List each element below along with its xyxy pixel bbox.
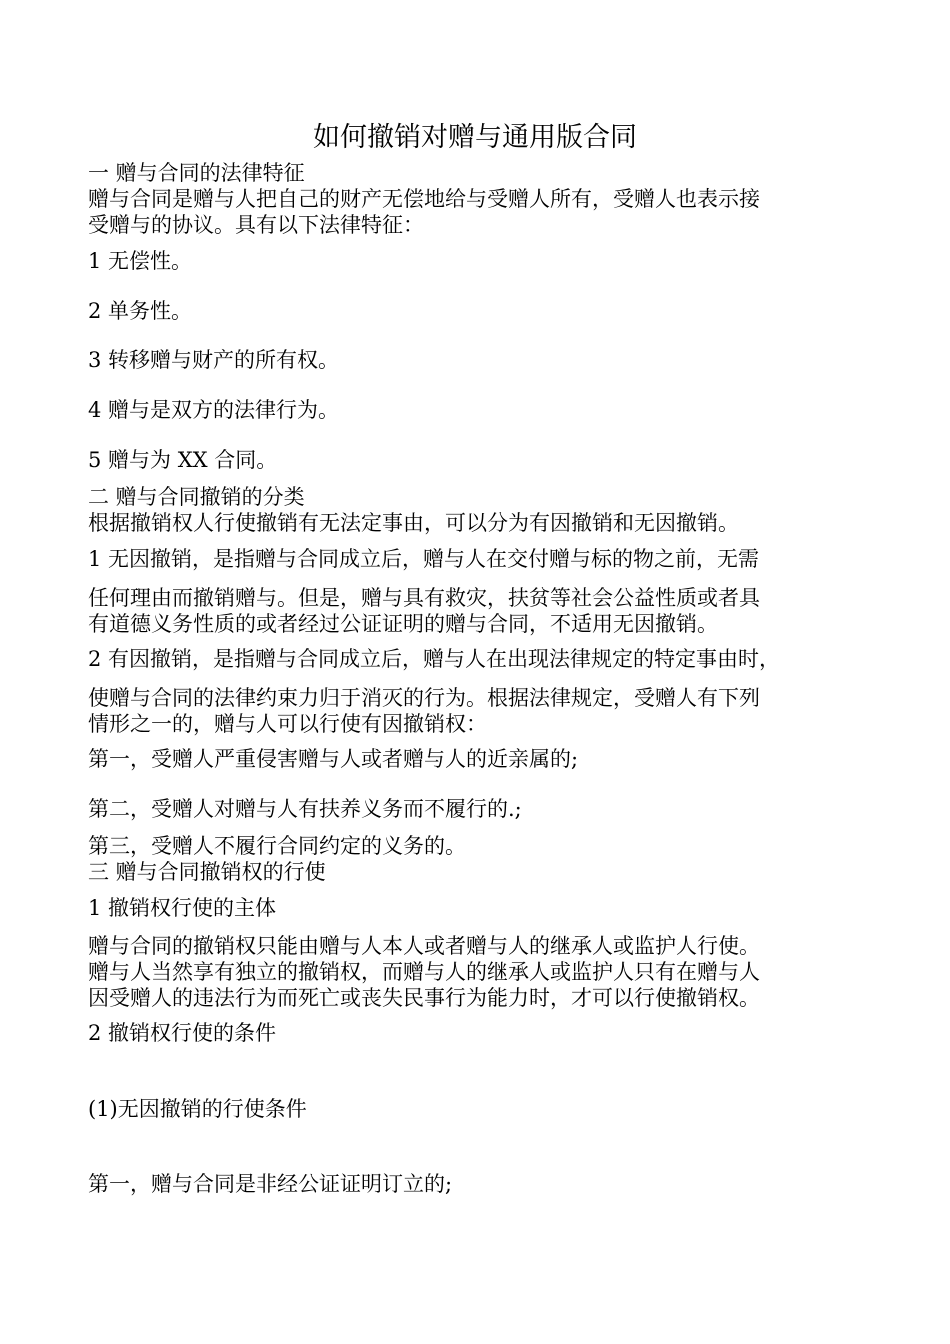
subsection-heading: 1 撤销权行使的主体 [88,896,277,920]
list-item: 第一，受赠人严重侵害赠与人或者赠与人的近亲属的; [88,747,579,771]
paragraph-line: 赠与合同的撤销权只能由赠与人本人或者赠与人的继承人或监护人行使。 [88,934,760,958]
paragraph-line: 受赠与的协议。具有以下法律特征： [88,213,424,237]
list-item: 5 赠与为 XX 合同。 [88,448,278,472]
section-heading: 一 赠与合同的法律特征 [88,161,305,185]
list-item: 4 赠与是双方的法律行为。 [88,398,340,422]
paragraph-line: 使赠与合同的法律约束力归于消灭的行为。根据法律规定，受赠人有下列 [88,686,760,710]
paragraph-line: 赠与人当然享有独立的撤销权，而赠与人的继承人或监护人只有在赠与人 [88,960,760,984]
subsection-heading: (1)无因撤销的行使条件 [88,1097,307,1121]
document-title: 如何撤销对赠与通用版合同 [313,122,637,153]
section-heading: 二 赠与合同撤销的分类 [88,485,305,509]
list-item: 第三，受赠人不履行合同约定的义务的。 [88,834,466,858]
list-item: 2 单务性。 [88,299,193,323]
paragraph-line: 因受赠人的违法行为而死亡或丧失民事行为能力时，才可以行使撤销权。 [88,986,760,1010]
paragraph-line: 赠与合同是赠与人把自己的财产无偿地给与受赠人所有，受赠人也表示接 [88,187,760,211]
list-item: 1 无偿性。 [88,249,193,273]
paragraph-line: 2 有因撤销，是指赠与合同成立后，赠与人在出现法律规定的特定事由时， [88,647,781,671]
list-item: 3 转移赠与财产的所有权。 [88,348,340,372]
paragraph-line: 1 无因撤销，是指赠与合同成立后，赠与人在交付赠与标的物之前，无需 [88,547,760,571]
paragraph-line: 有道德义务性质的或者经过公证证明的赠与合同，不适用无因撤销。 [88,612,718,636]
paragraph-line: 任何理由而撤销赠与。但是，赠与具有救灾，扶贫等社会公益性质或者具 [88,586,760,610]
paragraph-line: 情形之一的，赠与人可以行使有因撤销权： [88,712,487,736]
list-item: 第二，受赠人对赠与人有扶养义务而不履行的.; [88,797,522,821]
section-heading: 三 赠与合同撤销权的行使 [88,860,326,884]
subsection-heading: 2 撤销权行使的条件 [88,1021,277,1045]
list-item: 第一，赠与合同是非经公证证明订立的; [88,1172,453,1196]
paragraph-line: 根据撤销权人行使撤销有无法定事由，可以分为有因撤销和无因撤销。 [88,511,739,535]
